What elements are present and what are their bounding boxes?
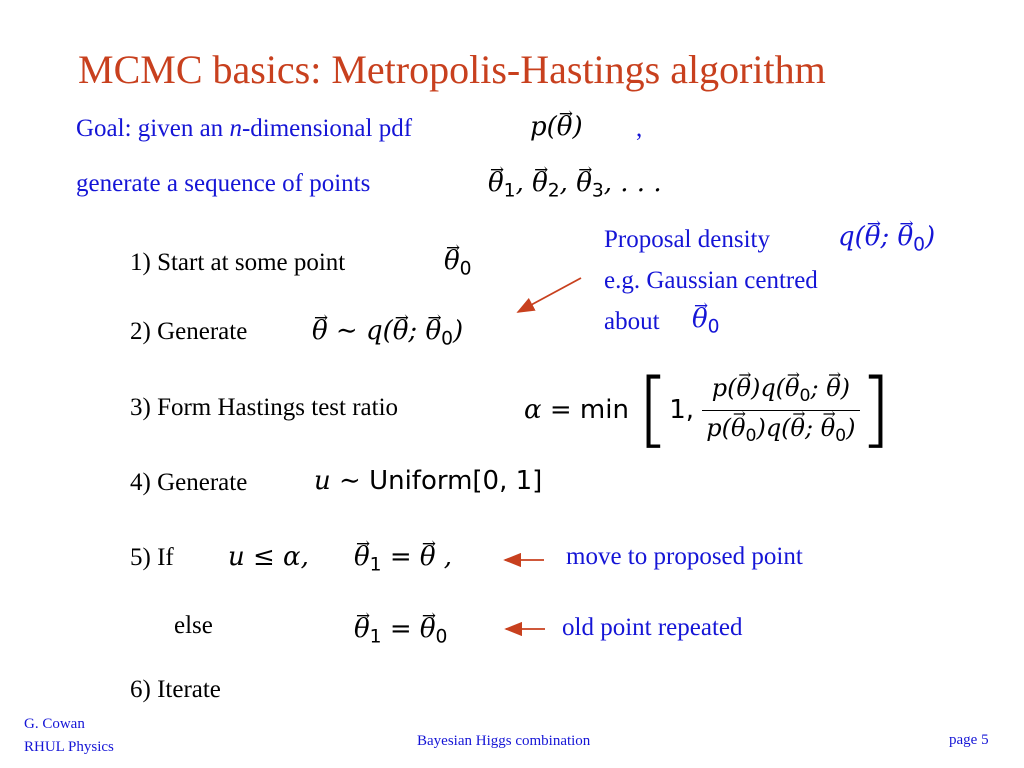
- step-4-formula: u ∼ Uniform[0, 1]: [314, 466, 543, 496]
- proposal-line-2: e.g. Gaussian centred: [604, 267, 818, 294]
- else-assignment: → $\theta_1$ = → $\theta_0$: [354, 614, 447, 648]
- step-3-text: 3) Form Hastings test ratio: [130, 394, 399, 421]
- goal-comma: ,: [636, 115, 643, 142]
- page-number: page 5: [949, 732, 989, 748]
- step-5-assignment: → $\theta_1$ = → θ ,: [354, 542, 452, 576]
- step-2-text: 2) Generate: [130, 318, 248, 345]
- proposal-arrow: [518, 278, 581, 312]
- min-label: min: [579, 395, 629, 425]
- proposal-theta0: → $\theta_0$: [692, 304, 720, 338]
- footer-author: G. Cowan: [24, 716, 85, 732]
- goal-mid: -dimensional pdf: [241, 115, 413, 142]
- proposal-density-formula: q(→ θ; → $\theta_0$): [838, 222, 935, 256]
- goal-prefix: Goal: given an: [76, 115, 230, 142]
- goal-n: n: [229, 115, 242, 142]
- step-4-text: 4) Generate: [130, 469, 248, 496]
- step-1-formula: → $\theta_0$: [444, 246, 472, 280]
- step-6-text: 6) Iterate: [130, 676, 221, 703]
- goal-pdf-formula: p(→ θ): [530, 112, 583, 142]
- hastings-fraction: $\frac{p(\to \theta)q(\to \theta_0; \to \theta)}{p(\to \theta_0)q(\to \theta; \to \theta_0)}$: [702, 374, 859, 445]
- hastings-ratio-formula: α = min [ 1, $\frac{p(\to \theta)q(\to \theta_0; \to \theta)}{p(\to \theta_0)q(\to \theta; \to \theta_0)}$ ]: [524, 360, 892, 460]
- sequence-formula: → $\theta_1$, → $\theta_2$, → $\theta_3$, . . .: [488, 168, 662, 202]
- sequence-dots: , . . .: [603, 168, 662, 198]
- repeat-annotation: old point repeated: [562, 614, 743, 641]
- step-5-condition: u ≤ α,: [228, 542, 309, 572]
- footer-affiliation: RHUL Physics: [24, 739, 114, 755]
- uniform-label: Uniform[0, 1]: [369, 466, 543, 496]
- footer-title: Bayesian Higgs combination: [417, 733, 591, 749]
- proposal-line-3: about: [604, 308, 660, 335]
- step-2-formula: → θ ∼ q(→ θ; → $\theta_0$): [312, 316, 463, 350]
- proposal-line-1: Proposal density: [604, 226, 770, 253]
- step-1-text: 1) Start at some point: [130, 249, 346, 276]
- step-5-text: 5) If: [130, 544, 174, 571]
- min-one: 1,: [669, 395, 694, 425]
- move-annotation: move to proposed point: [566, 543, 803, 570]
- else-text: else: [174, 612, 213, 639]
- slide-title: MCMC basics: Metropolis-Hastings algorithm: [78, 47, 826, 92]
- goal-line-2: generate a sequence of points: [76, 170, 371, 197]
